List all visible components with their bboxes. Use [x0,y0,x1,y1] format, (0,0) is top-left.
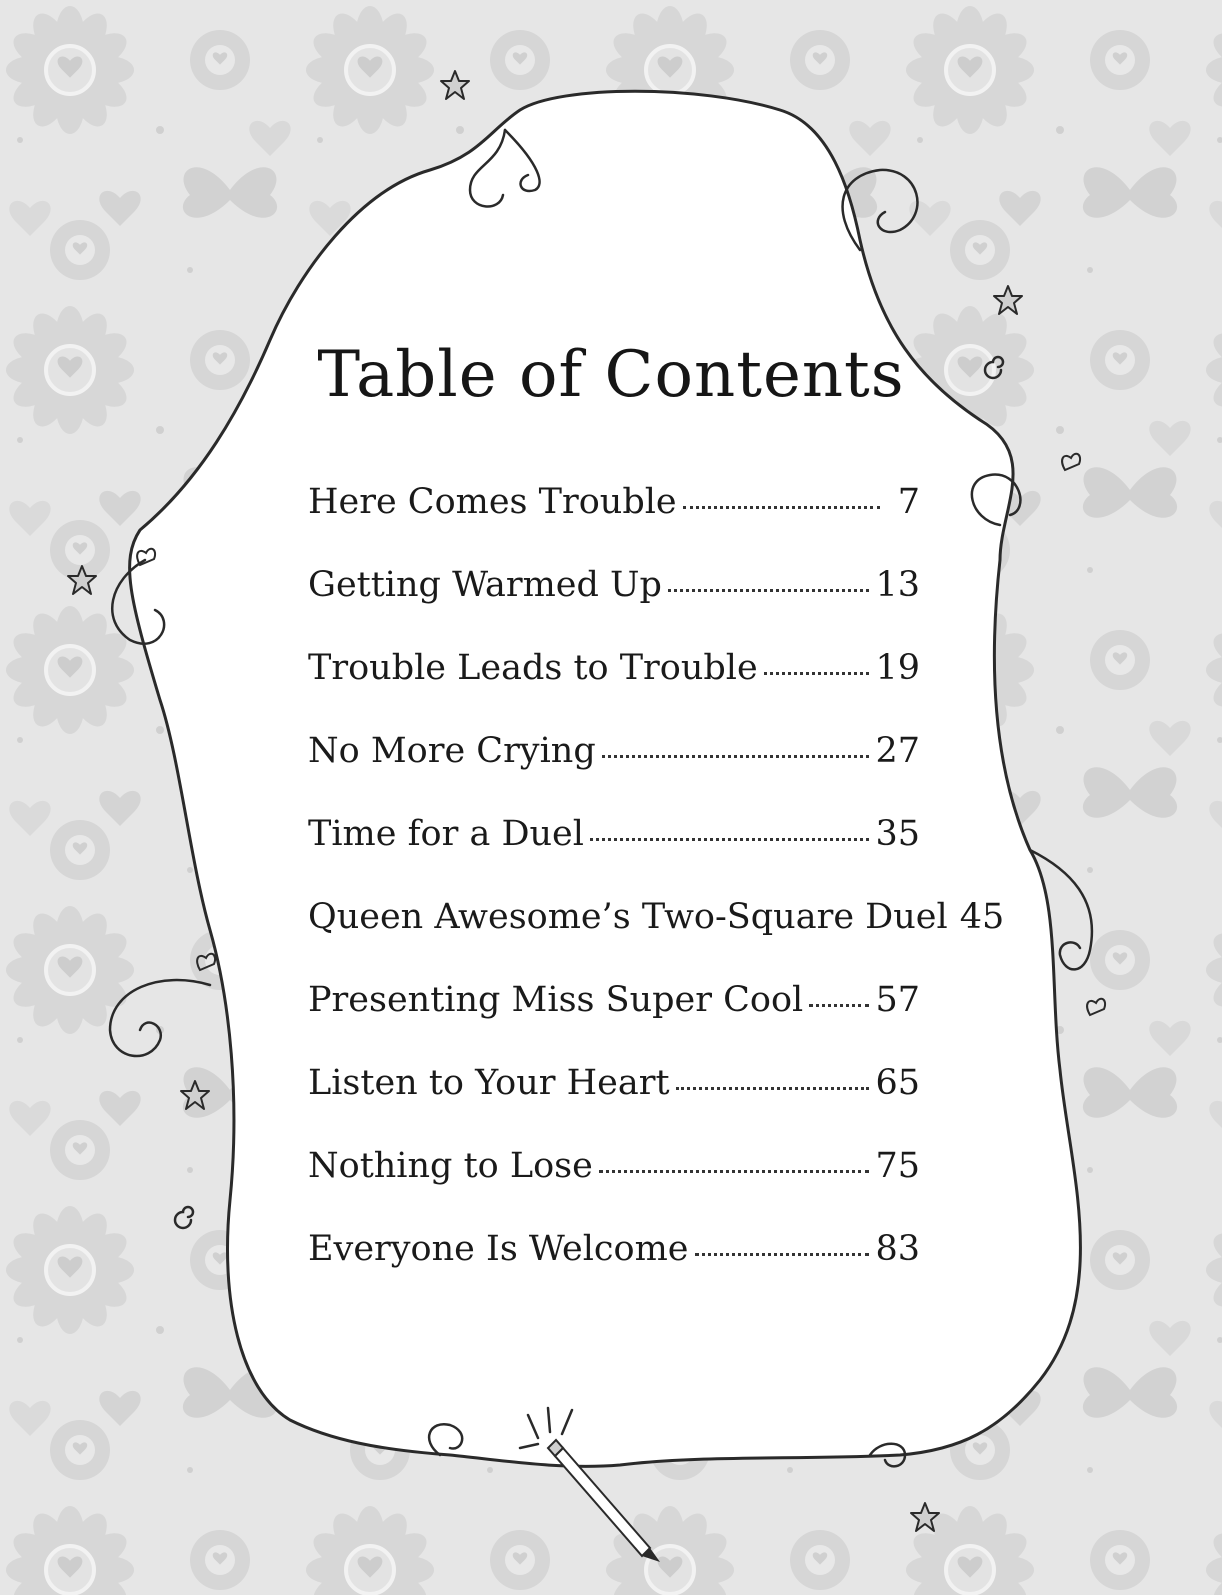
toc-entry-title: Queen Awesome’s Two-Square Duel [308,897,948,937]
toc-entry[interactable] [308,648,920,731]
toc-dot-leader [599,1169,870,1173]
toc-entry-title: Trouble Leads to Trouble [308,648,758,688]
toc-dot-leader [809,1003,869,1007]
toc-entry[interactable] [308,1063,920,1146]
toc-entry[interactable] [308,565,920,648]
toc-dot-leader [764,671,870,675]
toc-entry-page: 45 [959,897,1005,937]
toc-entry-title: Nothing to Lose [308,1146,593,1186]
toc-entry-page: 35 [875,814,920,854]
toc-entry[interactable] [308,814,920,897]
toc-entry[interactable] [308,731,920,814]
toc-entry-title: Everyone Is Welcome [308,1229,689,1269]
toc-entry-page: 27 [875,731,920,771]
toc-entry-title: Time for a Duel [308,814,584,854]
toc-entry-page: 65 [875,1063,920,1103]
toc-entry-title: Presenting Miss Super Cool [308,980,804,1020]
toc-entry[interactable] [308,482,920,565]
table-of-contents [308,482,1005,1312]
toc-entry-title: Here Comes Trouble [308,482,677,522]
toc-entry-page: 13 [875,565,920,605]
toc-entry-page: 57 [875,980,920,1020]
toc-dot-leader [668,588,870,592]
toc-entry-page: 75 [875,1146,920,1186]
toc-entry-page: 7 [897,482,920,522]
toc-entry-page: 19 [875,648,920,688]
toc-entry[interactable] [308,1229,920,1312]
toc-entry-title: No More Crying [308,731,596,771]
toc-dot-leader [676,1086,870,1090]
toc-entry-page: 83 [875,1229,920,1269]
toc-entry[interactable] [308,1146,920,1229]
toc-dot-leader [695,1252,870,1256]
page-title: Table of Contents [317,338,905,412]
toc-entry-title: Listen to Your Heart [308,1063,670,1103]
toc-dot-leader [602,754,870,758]
toc-entry-title: Getting Warmed Up [308,565,662,605]
toc-dot-leader [683,505,880,509]
toc-entry[interactable] [308,897,1005,980]
toc-entry[interactable] [308,980,920,1063]
toc-dot-leader [590,837,870,841]
